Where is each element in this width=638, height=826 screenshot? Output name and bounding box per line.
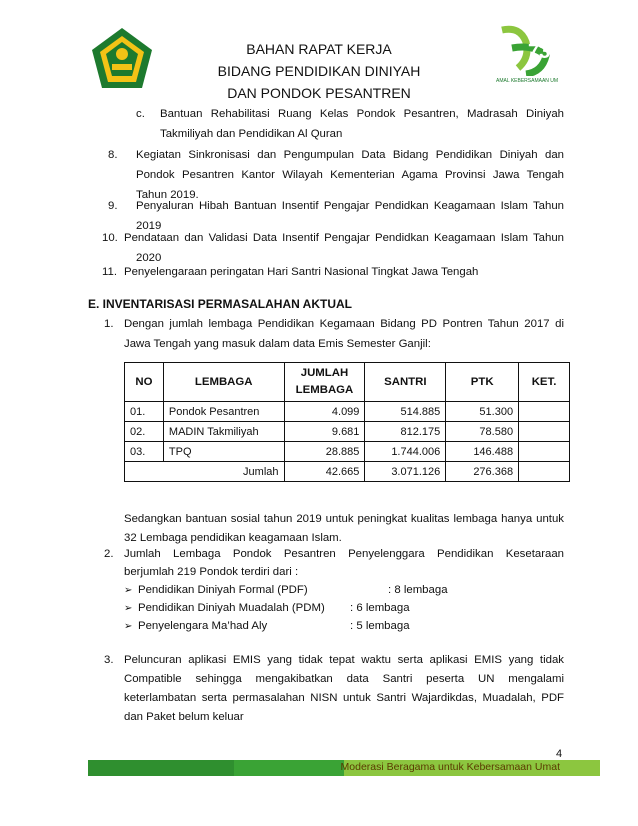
arrow-bullet-icon: ➢ [124,603,133,614]
point-3-line-2: Compatible sehingga mengakibatkan data Santri peserta UN mengalami [124,673,564,685]
point-2-marker: 2. [104,548,114,560]
bullet-label: Pendidikan Diniyah Formal (PDF) [138,584,308,596]
cell-no: 02. [125,422,164,442]
col-header-jumlah-l2: LEMBAGA [295,384,354,396]
point-3-line-4: dan Paket belum keluar [124,711,244,723]
table-row [125,402,570,422]
cell-no: 03. [125,442,164,462]
total-jumlah: 42.665 [284,462,365,482]
svg-text:73: 73 [528,41,551,63]
point-3-marker: 3. [104,654,114,666]
arrow-bullet-icon: ➢ [124,621,133,632]
bullet-value: : 6 lembaga [350,602,410,614]
cell-santri: 1.744.006 [365,442,446,462]
cell-ket [519,402,570,422]
page-number: 4 [556,748,563,760]
item-9-line-2: 2019 [136,220,162,232]
cell-ket [519,442,570,462]
item-c-line-2: Takmiliyah dan Pendidikan Al Quran [160,128,343,140]
total-ket [519,462,570,482]
header-title-1: BAHAN RAPAT KERJA [246,41,392,57]
bullet-label: Penyelengara Ma’had Aly [138,620,268,632]
cell-santri: 812.175 [365,422,446,442]
cell-lembaga: Pondok Pesantren [163,402,284,422]
footer-tagline: Moderasi Beragama untuk Kebersamaan Umat [340,761,560,773]
after-table-line-1: Sedangkan bantuan sosial tahun 2019 untuk peningkat kualitas lembaga hanya untuk [124,513,564,525]
bullet-value: : 5 lembaga [350,620,410,632]
item-c-marker: c. [136,108,145,120]
point-1-marker: 1. [104,318,114,330]
cell-no: 01. [125,402,164,422]
point-3-line-3: keterlambatan serta permasalahan NISN untuk Santri Wajardikdas, Muadalah, PDF [124,692,564,704]
item-11-line-1: Penyelengaraan peringatan Hari Santri Nasional Tingkat Jawa Tengah [124,266,479,278]
cell-ptk: 146.488 [446,442,519,462]
item-10-line-1: Pendataan dan Validasi Data Insentif Pengajar Pendidkan Keagamaan Islam Tahun [124,232,564,244]
bullet-value: : 8 lembaga [388,584,448,596]
point-1-line-1: Dengan jumlah lembaga Pendidikan Kegamaan Bidang PD Pontren Tahun 2017 di [124,318,564,330]
table-header-row [125,363,570,402]
table-row [125,442,570,462]
header-title-2: BIDANG PENDIDIKAN DINIYAH [217,63,421,79]
item-10-line-2: 2020 [136,252,162,264]
cell-jumlah: 9.681 [284,422,365,442]
col-header-no: NO [125,363,164,402]
point-3-line-1: Peluncuran aplikasi EMIS yang tidak tepat waktu serta aplikasi EMIS yang tidak [124,654,564,666]
footer-bar-segment-light [340,760,600,776]
section-e-title: E. INVENTARISASI PERMASALAHAN AKTUAL [88,297,353,311]
cell-ket [519,422,570,442]
col-header-jumlah [284,363,365,402]
total-ptk: 276.368 [446,462,519,482]
table-row [125,422,570,442]
lembaga-table [124,362,570,482]
item-9-line-1: Penyaluran Hibah Bantuan Insentif Pengajar Pendidkan Keagamaan Islam Tahun [136,200,564,212]
cell-santri: 514.885 [365,402,446,422]
logo-caption: AMAL KEBERSAMAAN UMAT [496,78,558,84]
cell-lembaga: TPQ [163,442,284,462]
point-1-line-2: Jawa Tengah yang masuk dalam data Emis Semester Ganjil: [124,338,431,350]
col-header-ptk: PTK [446,363,519,402]
header-title-3: DAN PONDOK PESANTREN [227,85,411,101]
point-2-line-1: Jumlah Lembaga Pondok Pesantren Penyelenggara Pendidikan Kesetaraan [124,548,564,560]
footer-bar-segment-mid [234,760,344,776]
footer-bar-segment-dark [88,760,234,776]
arrow-bullet-icon: ➢ [124,585,133,596]
after-table-line-2: 32 Lembaga pendidikan keagamaan Islam. [124,532,342,544]
bullet-item [124,616,267,637]
item-9-marker: 9. [108,200,118,212]
point-2-line-2: berjumlah 219 Pondok terdiri dari : [124,566,299,578]
col-header-ket: KET. [519,363,570,402]
item-8-line-1: Kegiatan Sinkronisasi dan Pengumpulan Data Bidang Pendidikan Diniyah dan [136,149,564,161]
col-header-santri: SANTRI [365,363,446,402]
col-header-lembaga: LEMBAGA [163,363,284,402]
cell-jumlah: 4.099 [284,402,365,422]
item-8-marker: 8. [108,149,118,161]
total-santri: 3.071.126 [365,462,446,482]
footer-bar [88,760,600,776]
item-8-line-2: Pondok Pesantren Kantor Wilayah Kementerian Agama Provinsi Jawa Tengah [136,169,564,181]
item-c-line-1: Bantuan Rehabilitasi Ruang Kelas Pondok Pesantren, Madrasah Diniyah [160,108,564,120]
item-11-marker: 11. [102,266,117,278]
total-label: Jumlah [125,462,285,482]
col-header-jumlah-l1: JUMLAH [300,367,349,379]
cell-jumlah: 28.885 [284,442,365,462]
cell-ptk: 78.580 [446,422,519,442]
cell-lembaga: MADIN Takmiliyah [163,422,284,442]
item-10-marker: 10. [102,232,118,244]
item-8-line-3: Tahun 2019. [136,189,199,201]
bullet-label: Pendidikan Diniyah Muadalah (PDM) [138,602,325,614]
cell-ptk: 51.300 [446,402,519,422]
table-total-row [125,462,570,482]
